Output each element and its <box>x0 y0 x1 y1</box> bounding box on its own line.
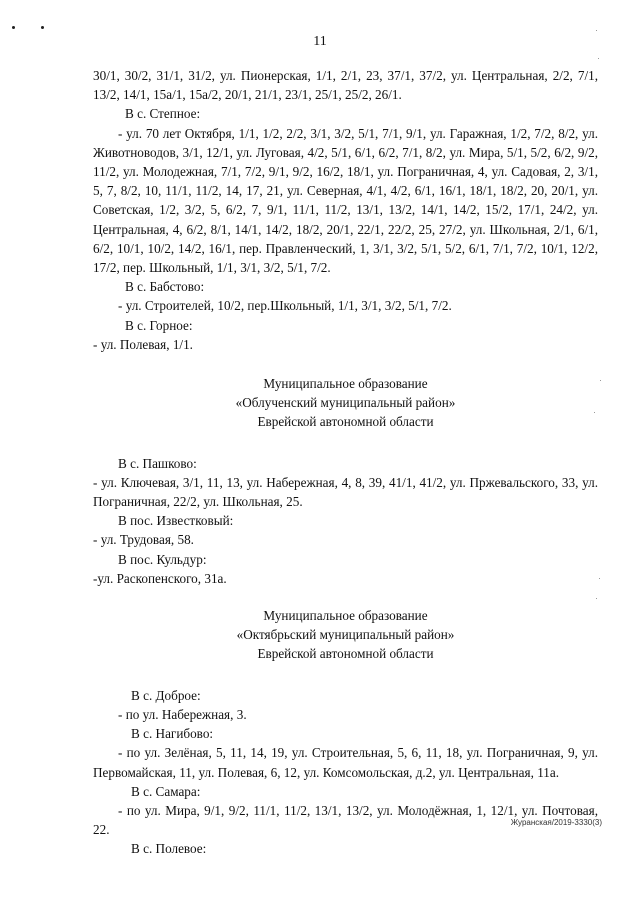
paragraph-address-list: - ул. Строителей, 10/2, пер.Школьный, 1/1, 3/1, 3/2, 5/1, 7/2. <box>118 298 452 314</box>
section-heading: «Октябрьский муниципальный район» <box>236 627 455 643</box>
paragraph-address-list: -ул. Раскопенского, 31а. <box>93 570 227 586</box>
spacer <box>93 664 598 686</box>
section-heading: Еврейской автономной области <box>257 646 434 662</box>
scan-mark <box>41 26 44 29</box>
settlement-heading: В пос. Кульдур: <box>118 551 207 567</box>
scan-speck <box>596 30 597 31</box>
paragraph-address-list: - ул. Полевая, 1/1. <box>93 336 193 352</box>
page-number: 11 <box>313 34 327 49</box>
settlement-heading: В с. Доброе: <box>131 687 201 703</box>
paragraph-address-list: - по ул. Набережная, 3. <box>118 706 247 722</box>
document-body <box>93 66 598 859</box>
section-heading: Муниципальное образование <box>263 376 428 392</box>
spacer <box>93 588 598 606</box>
paragraph-address-list: - ул. Трудовая, 58. <box>93 532 194 548</box>
settlement-heading: В с. Пашково: <box>118 455 197 471</box>
paragraph-address-list: 30/1, 30/2, 31/1, 31/2, ул. Пионерская, 1/1, 2/1, 23, 37/1, 37/2, ул. Центральная, 2/2, 7/1, 13/2, 14/1, 15а/1, 15а/2, 20/1, 21/1, 23/1, 25/1, 25/2, 26/1. <box>93 68 598 103</box>
scan-mark <box>12 26 15 29</box>
scan-speck <box>598 58 599 59</box>
paragraph-address-list: - по ул. Мира, 9/1, 9/2, 11/1, 11/2, 13/1, 13/2, ул. Молодёжная, 1, 12/1, ул. Почтовая, 22. <box>93 802 598 838</box>
paragraph-address-list: - по ул. Зелёная, 5, 11, 14, 19, ул. Строительная, 5, 6, 11, 18, ул. Пограничная, 9, ул. Первомайская, 11, ул. Полевая, 6, 12, ул. Комсомольская, д.2, ул. Центральная, 11а. <box>93 745 598 780</box>
scan-speck <box>599 578 600 579</box>
section-heading: Еврейской автономной области <box>257 414 434 430</box>
paragraph-address-list: - ул. 70 лет Октября, 1/1, 1/2, 2/2, 3/1, 3/2, 5/1, 7/1, 9/1, ул. Гаражная, 1/2, 7/2, 8/2, ул. Животноводов, 3/1, 12/1, ул. Луговая, 4/2, 5/1, 6/1, 6/2, 7/1, 8/2, ул. Мира, 5/1, 5/2, 6/2, 9/2, 11/2, ул. Молодежная, 7/1, 7/2, 9/1, 9/2, 16/2, 18/1, ул. Пограничная, 4, ул. Садовая, 2, 3/1, 5, 7, 8/2, 10, 11/1, 11/2, 14, 17, 21, ул. Северная, 4/1, 4/2, 6/1, 16/1, 18/1, 18/2, 20, 20/1, ул. Советская, 1/2, 3/2, 5, 6/2, 7, 9/1, 11/1, 11/2, 13/1, 13/2, 14/1, 14/2, 15/2, 17/1, 24/2, ул. Центральная, 4, 6/2, 8/1, 14/1, 14/2, 18/2, 20/1, 22/1, 22/2, 25, 27/2, ул. Школьная, 2/1, 6/1, 6/2, 10/1, 10/2, 14/2, 16/1, пер. Правленческий, 1, 3/1, 3/2, 5/1, 5/2, 6/1, 7/1, 7/2, 10/1, 12/2, 17/2, пер. Школьный, 1/1, 3/1, 3/2, 5/1, 7/2. <box>93 125 598 276</box>
section-heading: «Облученский муниципальный район» <box>235 395 456 411</box>
settlement-heading: В с. Самара: <box>131 783 201 799</box>
settlement-heading: В с. Степное: <box>125 106 201 122</box>
scan-speck <box>600 380 601 381</box>
settlement-heading: В с. Горное: <box>125 317 193 333</box>
section-heading: Муниципальное образование <box>263 608 428 624</box>
settlement-heading: В с. Бабстово: <box>125 279 205 295</box>
footer-stamp: Журанская/2019-3330(3) <box>510 818 602 827</box>
settlement-heading: В с. Полевое: <box>131 841 207 857</box>
spacer <box>93 432 598 454</box>
paragraph-address-list: - ул. Ключевая, 3/1, 11, 13, ул. Набережная, 4, 8, 39, 41/1, 41/2, ул. Пржевальского, 33, ул. Пограничная, 22/2, ул. Школьная, 25. <box>93 474 598 510</box>
settlement-heading: В пос. Известковый: <box>118 513 234 529</box>
settlement-heading: В с. Нагибово: <box>131 726 214 742</box>
spacer <box>93 354 598 374</box>
